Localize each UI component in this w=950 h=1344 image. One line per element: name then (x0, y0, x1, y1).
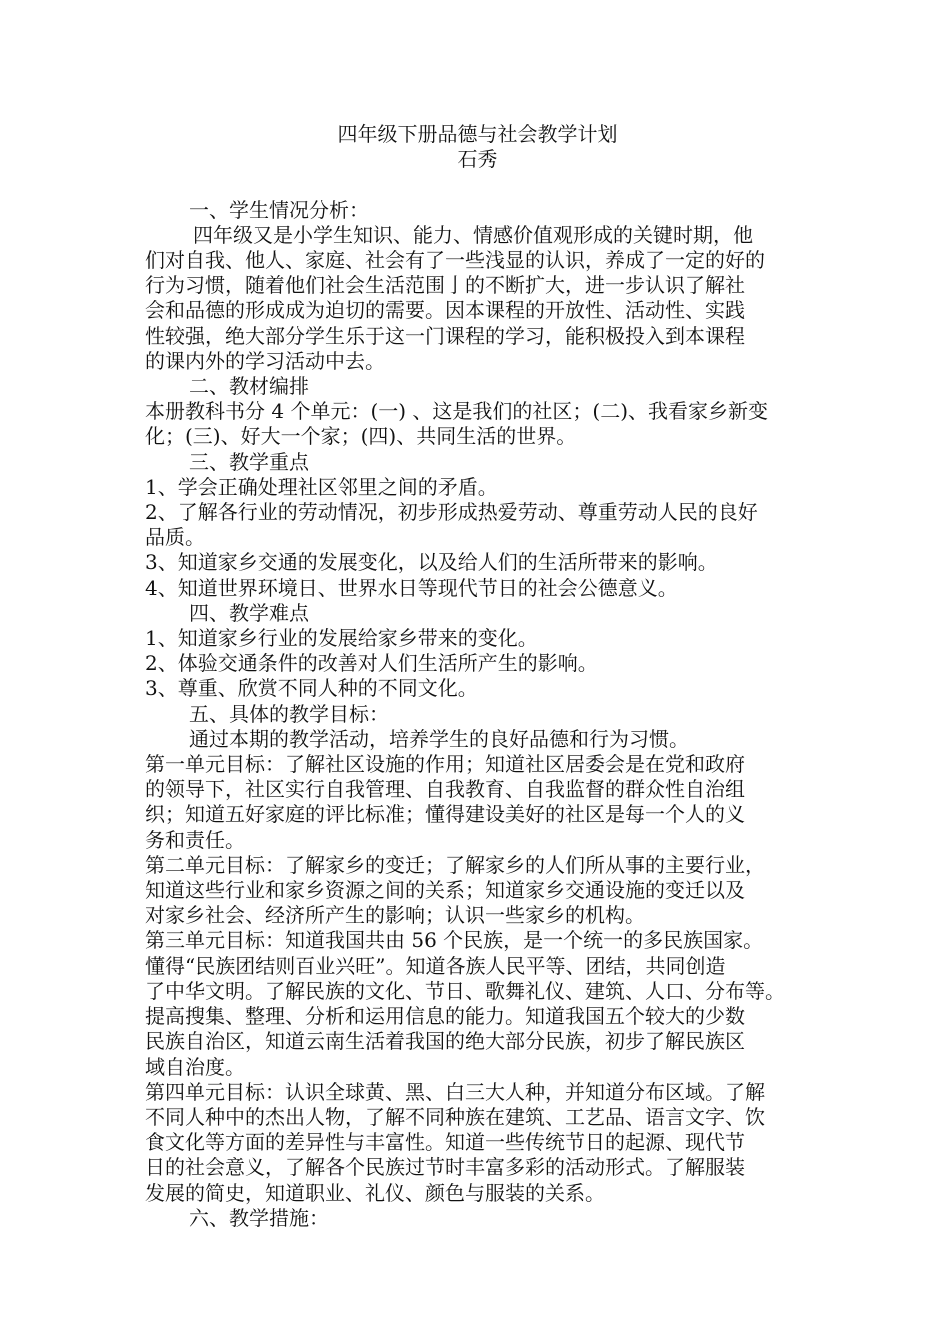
paragraph-line: 们对自我、他人、家庭、社会有了一些浅显的认识，养成了一定的好的 (145, 248, 765, 272)
paragraph-line: 懂得“民族团结则百业兴旺”。知道各族人民平等、团结，共同创造 (145, 953, 726, 978)
paragraph-line: 四年级又是小学生知识、能力、情感价值观形成的关键时期，他 (193, 222, 753, 247)
paragraph-line: 的课内外的学习活动中去。 (145, 348, 385, 373)
list-item: 1、知道家乡行业的发展给家乡带来的变化。 (145, 626, 538, 651)
paragraph-line: 日的社会意义，了解各个民族过节时丰富多彩的活动形式。了解服装 (145, 1155, 745, 1180)
paragraph-line: 域自治度。 (145, 1054, 245, 1079)
section-heading-difficulties: 四、教学难点 (189, 600, 309, 625)
paragraph-line: 会和品德的形成成为迫切的需要。因本课程的开放性、活动性、实践 (145, 298, 745, 323)
paragraph-line: 知道这些行业和家乡资源之间的关系；知道家乡交通设施的变迁以及 (145, 878, 745, 903)
paragraph-line: 务和责任。 (145, 827, 245, 852)
list-item: 2、了解各行业的劳动情况，初步形成热爱劳动、尊重劳动人民的良好 (145, 500, 758, 525)
blank-line (145, 172, 810, 197)
paragraph-line: 食文化等方面的差异性与丰富性。知道一些传统节日的起源、现代节 (145, 1130, 745, 1155)
section-heading-measures: 六、教学措施： (189, 1205, 329, 1230)
paragraph-line: 第四单元目标：认识全球黄、黑、白三大人种，并知道分布区域。了解 (145, 1079, 765, 1104)
section-heading-textbook: 二、教材编排 (189, 374, 309, 399)
paragraph-line: 了中华文明。了解民族的文化、节日、歌舞礼仪、建筑、人口、分布等。 (145, 978, 785, 1003)
paragraph-line: 第二单元目标：了解家乡的变迁；了解家乡的人们所从事的主要行业， (145, 852, 765, 877)
paragraph-line: 性较强，绝大部分学生乐于这一门课程的学习，能积极投入到本课程 (145, 323, 745, 348)
paragraph-line: 提高搜集、整理、分析和运用信息的能力。知道我国五个较大的少数 (145, 1004, 745, 1029)
paragraph-line: 化；(三)、好大一个家；(四)、共同生活的世界。 (145, 424, 577, 449)
list-item: 1、学会正确处理社区邻里之间的矛盾。 (145, 474, 498, 499)
section-heading-goals: 五、具体的教学目标： (189, 701, 389, 726)
document-title: 四年级下册品德与社会教学计划 (337, 122, 618, 146)
paragraph-line: 通过本期的教学活动，培养学生的良好品德和行为习惯。 (189, 726, 689, 751)
section-heading-student-analysis: 一、学生情况分析： (189, 197, 369, 222)
paragraph-line: 织；知道五好家庭的评比标准；懂得建设美好的社区是每一个人的义 (145, 802, 745, 827)
paragraph-line: 对家乡社会、经济所产生的影响；认识一些家乡的机构。 (145, 903, 645, 928)
paragraph-line: 民族自治区，知道云南生活着我国的绝大部分民族，初步了解民族区 (145, 1029, 745, 1054)
paragraph-line: 第三单元目标：知道我国共由 56 个民族，是一个统一的多民族国家。 (145, 928, 764, 953)
paragraph-line: 不同人种中的杰出人物，了解不同种族在建筑、工艺品、语言文字、饮 (145, 1104, 765, 1129)
paragraph-line: 行为习惯，随着他们社会生活范围亅的不断扩大，进一步认识了解社 (145, 273, 745, 298)
paragraph-line: 发展的简史，知道职业、礼仪、颜色与服装的关系。 (145, 1180, 605, 1205)
document-page (145, 122, 810, 1231)
list-item: 4、知道世界环境日、世界水日等现代节日的社会公德意义。 (145, 575, 678, 600)
section-heading-key-points: 三、教学重点 (189, 449, 309, 474)
paragraph-line: 第一单元目标：了解社区设施的作用；知道社区居委会是在党和政府 (145, 752, 745, 777)
paragraph-line: 本册教科书分 4 个单元：(一) 、这是我们的社区；(二)、我看家乡新变 (145, 399, 769, 424)
paragraph-line: 的领导下，社区实行自我管理、自我教育、自我监督的群众性自治组 (145, 777, 745, 802)
list-item: 2、体验交通条件的改善对人们生活所产生的影响。 (145, 651, 598, 676)
document-author: 石秀 (457, 147, 498, 172)
list-item: 3、知道家乡交通的发展变化，以及给人们的生活所带来的影响。 (145, 550, 718, 575)
list-item: 品质。 (145, 525, 205, 550)
list-item: 3、尊重、欣赏不同人种的不同文化。 (145, 676, 478, 701)
